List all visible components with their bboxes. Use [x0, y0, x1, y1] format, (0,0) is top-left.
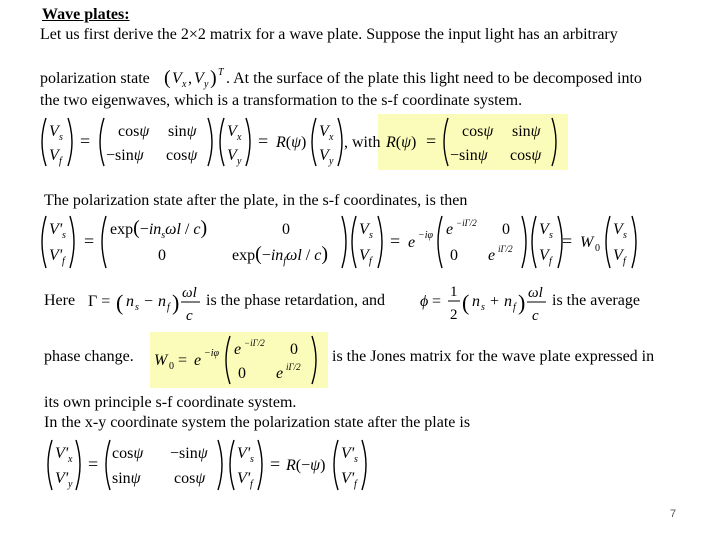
svg-text:=: = — [178, 352, 188, 369]
svg-text:V': V' — [237, 445, 251, 462]
svg-text:V: V — [539, 221, 549, 238]
svg-text:f: f — [250, 479, 253, 490]
svg-text:n: n — [126, 293, 134, 310]
svg-text:n: n — [158, 293, 166, 310]
svg-text:V: V — [49, 147, 59, 164]
svg-text:V': V' — [55, 470, 69, 487]
svg-text:−iφ: −iφ — [204, 348, 220, 359]
svg-text:f: f — [549, 256, 552, 267]
svg-text:s: s — [481, 302, 485, 313]
svg-text:V: V — [227, 123, 237, 140]
svg-text:cosψ: cosψ — [112, 445, 144, 462]
svg-text:y: y — [204, 79, 209, 90]
svg-text:sinψ: sinψ — [512, 123, 541, 140]
svg-text:s: s — [354, 454, 358, 465]
svg-text:=: = — [80, 131, 91, 151]
svg-text:exp(−infωl / c): $\exp(-in_f\omega l / c)$ — [232, 243, 329, 267]
svg-text:x: x — [182, 79, 187, 90]
svg-text:0: 0 — [238, 365, 246, 382]
svg-text:e: e — [408, 234, 416, 251]
svg-text:−sinψ: −sinψ — [170, 445, 208, 462]
svg-text:0: 0 — [158, 247, 166, 264]
svg-text:e: e — [446, 221, 454, 238]
svg-text:, with: , with — [344, 134, 381, 151]
phase-change-label: phase change. — [44, 348, 134, 365]
svg-text:0: 0 — [595, 243, 600, 254]
paragraph-line-3: the two eigenwaves, which is a transformation to the s-f coordinate system. — [40, 92, 523, 109]
svg-text:R(ψ): R(ψ) — [276, 134, 307, 151]
svg-text:x: x — [237, 132, 242, 143]
svg-text:−: − — [144, 293, 154, 310]
svg-text:cosψ: cosψ — [118, 123, 150, 140]
svg-text:e: e — [488, 247, 496, 264]
svg-text:V: V — [227, 147, 237, 164]
svg-text:iΓ/2: iΓ/2 — [286, 362, 301, 372]
retardation-formula — [88, 280, 208, 326]
svg-text:y: y — [68, 479, 73, 490]
svg-text:V': V' — [55, 445, 69, 462]
svg-text:(: ( — [164, 67, 171, 89]
svg-text:=: = — [562, 231, 573, 251]
xy-text: In the x-y coordinate system the polarization state after the plate is — [44, 414, 471, 431]
svg-text:V: V — [359, 247, 369, 264]
svg-text:f: f — [62, 256, 65, 267]
svg-text:V: V — [49, 123, 59, 140]
svg-text:−iΓ/2: −iΓ/2 — [244, 338, 265, 348]
svg-text:=: = — [390, 231, 401, 251]
svg-text:s: s — [623, 230, 627, 241]
svg-text:f: f — [623, 256, 626, 267]
svg-text:ϕ: ϕ — [420, 293, 429, 310]
svg-text:=: = — [258, 131, 269, 151]
svg-text:iΓ/2: iΓ/2 — [498, 244, 513, 254]
svg-text:s: s — [62, 230, 66, 241]
svg-text:−iΓ/2: −iΓ/2 — [456, 218, 477, 228]
average-text: is the average — [552, 292, 640, 309]
svg-text:V': V' — [49, 221, 63, 238]
svg-text:0: 0 — [169, 361, 174, 372]
decomposition-equation — [38, 114, 568, 172]
svg-text:V: V — [172, 70, 182, 87]
svg-text:c: c — [532, 308, 539, 324]
sf-output-equation — [38, 212, 608, 274]
svg-text:V': V' — [341, 445, 355, 462]
svg-text:=: = — [84, 231, 95, 251]
paragraph-after-plate: The polarization state after the plate, in the s-f coordinates, is then — [44, 192, 468, 209]
paragraph-line-2-end: . At the surface of the plate this light need to be decomposed into — [226, 70, 642, 87]
svg-text:): ) — [210, 67, 217, 89]
svg-text:cosψ: cosψ — [462, 123, 494, 140]
svg-text:e: e — [276, 365, 284, 382]
svg-text:R(ψ): R(ψ) — [386, 134, 417, 151]
jones-matrix-formula — [150, 332, 328, 388]
svg-text:Γ =: Γ = — [88, 293, 111, 310]
here-label: Here — [44, 292, 76, 309]
jones-text: is the Jones matrix for the wave plate expressed in — [332, 348, 655, 365]
svg-text:(: ( — [462, 290, 470, 315]
svg-text:−sinψ: −sinψ — [106, 147, 144, 164]
svg-text:x: x — [329, 132, 334, 143]
svg-text:e: e — [234, 341, 242, 358]
svg-text:,: , — [188, 70, 192, 87]
svg-text:n: n — [504, 293, 512, 310]
paragraph-line-2-start: polarization state — [40, 70, 150, 87]
svg-text:−iφ: −iφ — [418, 230, 434, 241]
svg-text:y: y — [237, 156, 242, 167]
svg-text:ωl: ωl — [528, 285, 543, 301]
svg-text:V: V — [613, 221, 623, 238]
svg-text:0: 0 — [282, 221, 290, 238]
svg-text:sinψ: sinψ — [168, 123, 197, 140]
svg-text:f: f — [513, 302, 516, 313]
svg-text:): ) — [518, 290, 526, 315]
svg-text:cosψ: cosψ — [166, 147, 198, 164]
svg-text:f: f — [369, 256, 372, 267]
svg-text:n: n — [472, 293, 480, 310]
svg-text:0: 0 — [290, 341, 298, 358]
paragraph-line-1: Let us first derive the 2×2 matrix for a wave plate. Suppose the input light has an arbitrary — [40, 26, 618, 43]
svg-text:exp(−insωl / c): $\exp(-in_s\omega l / c)$ — [110, 217, 208, 241]
svg-text:c: c — [186, 308, 193, 324]
svg-text:f: f — [167, 302, 170, 313]
svg-text:R(−ψ): R(−ψ) — [286, 457, 326, 474]
svg-text:s: s — [549, 230, 553, 241]
svg-text:V: V — [319, 123, 329, 140]
slide-title: Wave plates: — [42, 6, 130, 23]
svg-text:V': V' — [49, 247, 63, 264]
svg-text:=: = — [426, 131, 437, 151]
svg-text:2: 2 — [450, 307, 458, 323]
svg-text:y: y — [329, 156, 334, 167]
input-vector-inline — [164, 64, 228, 92]
svg-text:cosψ: cosψ — [174, 470, 206, 487]
svg-text:0: 0 — [450, 247, 458, 264]
retardation-text: is the phase retardation, and — [206, 292, 386, 309]
svg-text:W: W — [154, 352, 168, 369]
svg-text:V: V — [359, 221, 369, 238]
svg-text:s: s — [250, 454, 254, 465]
svg-text:f: f — [59, 156, 62, 167]
svg-text:sinψ: sinψ — [112, 470, 141, 487]
svg-text:s: s — [135, 302, 139, 313]
svg-text:(: ( — [116, 290, 124, 315]
xy-output-equation — [44, 436, 384, 496]
svg-text:=: = — [270, 454, 281, 474]
svg-text:ωl: ωl — [182, 285, 197, 301]
svg-text:W: W — [580, 234, 594, 251]
svg-text:T: T — [218, 67, 224, 78]
svg-text:=: = — [432, 293, 442, 310]
svg-text:s: s — [369, 230, 373, 241]
svg-text:cosψ: cosψ — [510, 147, 542, 164]
svg-text:f: f — [354, 479, 357, 490]
svg-text:V: V — [539, 247, 549, 264]
svg-text:V': V' — [237, 470, 251, 487]
page-number: 7 — [670, 508, 677, 520]
svg-text:=: = — [88, 454, 99, 474]
svg-text:V: V — [319, 147, 329, 164]
svg-text:−sinψ: −sinψ — [450, 147, 488, 164]
svg-text:0: 0 — [502, 221, 510, 238]
svg-text:+: + — [490, 293, 500, 310]
svg-text:V': V' — [341, 470, 355, 487]
svg-text:V: V — [194, 70, 204, 87]
svg-text:1: 1 — [450, 284, 458, 300]
svg-text:e: e — [194, 352, 202, 369]
average-phase-formula — [420, 278, 550, 326]
svg-text:): ) — [172, 290, 180, 315]
own-principle-text: its own principle s-f coordinate system. — [44, 394, 297, 411]
svg-text:V: V — [613, 247, 623, 264]
sf-output-equation-tail — [560, 212, 670, 274]
svg-text:s: s — [59, 132, 63, 143]
svg-text:x: x — [68, 454, 73, 465]
